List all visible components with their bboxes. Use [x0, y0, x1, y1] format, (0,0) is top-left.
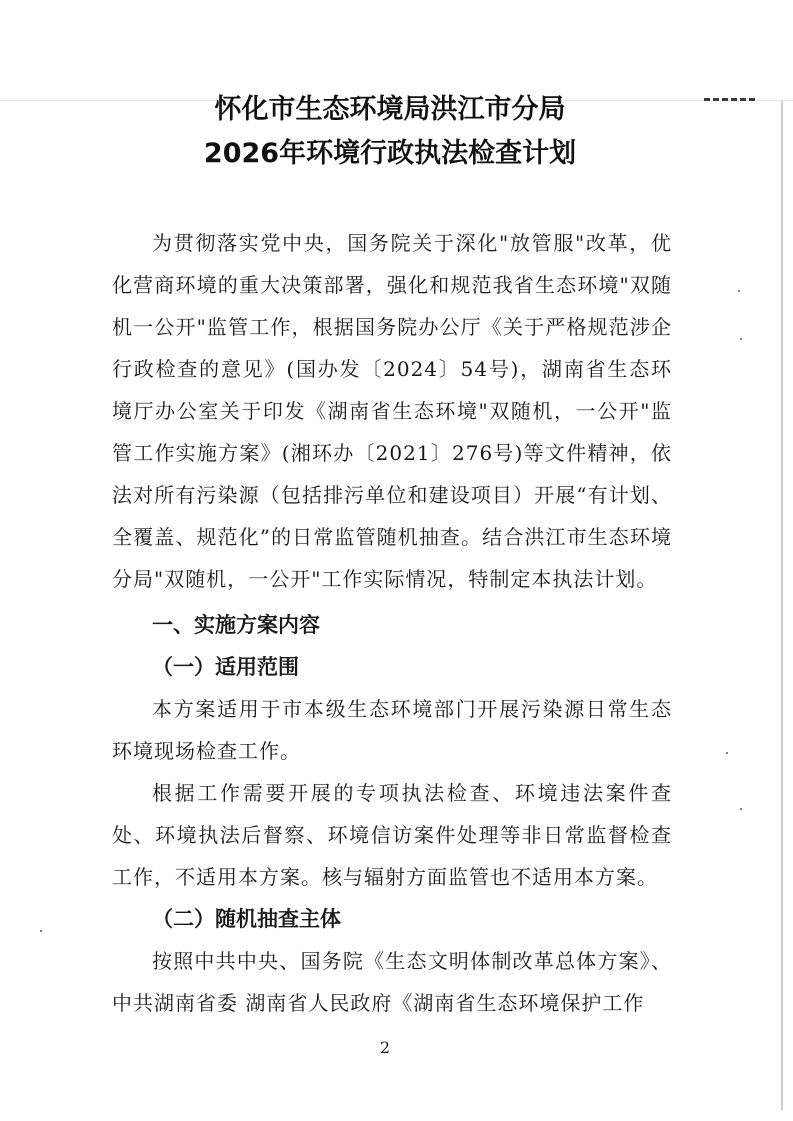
page-number: 2: [379, 1038, 391, 1057]
scan-speck: [738, 290, 740, 292]
exclusion-paragraph: 根据工作需要开展的专项执法检查、环境违法案件查处、环境执法后督察、环境信访案件处理等非日常监督检查工作，不适用本方案。核与辐射方面监管也不适用本方案。: [112, 781, 672, 889]
scan-edge-right: [781, 100, 783, 1110]
scan-speck: [740, 338, 742, 340]
section-heading-implementation: 一、实施方案内容: [152, 613, 320, 637]
document-title-line-2: 2026年环境行政执法检查计划: [203, 138, 577, 169]
scan-mark-top: [704, 98, 758, 101]
basis-paragraph: 按照中共中央、国务院《生态文明体制改革总体方案》、中共湖南省委 湖南省人民政府《湖南省生态环境保护工作: [112, 949, 672, 1015]
intro-paragraph: 为贯彻落实党中央，国务院关于深化"放管服"改革，优化营商环境的重大决策部署，强化和规范我省生态环境"双随机一公开"监管工作，根据国务院办公厅《关于严格规范涉企行政检查的意见》(国办发〔2024〕54号)，湖南省生态环境厅办公室关于印发《湖南省生态环境"双随机，一公开"监管工作实施方案》(湘环办〔2021〕276号)等文件精神，依法对所有污染源（包括排污单位和建设项目）开展“有计划、全覆盖、规范化”的日常监管随机抽查。结合洪江市生态环境分局"双随机，一公开"工作实际情况，特制定本执法计划。: [112, 231, 672, 591]
subsection-heading-scope: （一）适用范围: [152, 655, 299, 679]
document-title-line-1: 怀化市生态环境局洪江市分局: [214, 94, 566, 125]
scan-speck: [726, 752, 728, 754]
subsection-heading-inspection-subject: （二）随机抽查主体: [152, 907, 341, 931]
scan-speck: [740, 808, 742, 810]
scope-paragraph: 本方案适用于市本级生态环境部门开展污染源日常生态环境现场检查工作。: [112, 697, 672, 763]
scan-speck: [40, 930, 42, 932]
